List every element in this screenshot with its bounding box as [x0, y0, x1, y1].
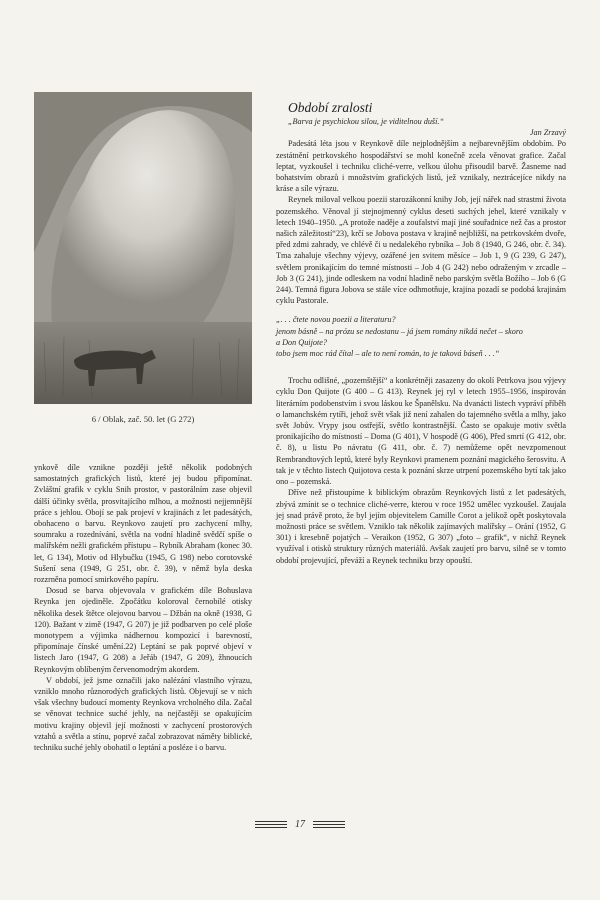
- left-text-column: [34, 462, 252, 753]
- motto-author: Jan Zrzavý: [529, 128, 566, 138]
- dialogue-line: jenom básně – na prózu se nedostanu – já jsem romány nikdá nečet – skoro: [276, 326, 523, 336]
- body-paragraph: Padesátá léta jsou v Reynkově díle nejplodnějším a nejbarevnějším obdobím. Po zestátnění petrkovského hospodářství se mohl konečně zcela věnovat grafice. Začal leptat, vyzkoušel i techniku cliché-verre, velkou úlohu přisoudil barvě. Žasneme nad bohatstvím obrazů i množstvím grafických listů, jež vznikaly, neztrácejíce nikdy na kráse a síle výrazu.: [276, 139, 566, 194]
- section-title: Období zralosti: [288, 100, 373, 115]
- figure-caption: 6 / Oblak, zač. 50. let (G 272): [91, 414, 195, 424]
- body-paragraph: Reynek miloval velkou poezii starozákonní knihy Job, její nářek nad strastmi života pozemského. Věnoval jí stejnojmenný cyklus deseti suchých jehel, které vznikaly v letech 1940–1950. „A protože naděje a zoufalství mají jiné souřadnice než čas a prostor našich záležitostí“23), krčí se Jobova postava v krajině nejbližší, na petrkovském dvoře, před zdmi zahrady, ve chlévě či u nedalekého rybníka – Job 8 (1940, G 246, obr. č. 34). Tma zahaluje všechny výjevy, ozářené jen svitem měsíce – Job 1, 9 (G 239, G 247), světlem pronikajícím do temné místnosti – Job 4 (G 242) nebo odraženým v zrcadle – Job 3 (G 241), jinde odleskem na vodní hladině nebo parským světla Božího – Job 6 (G 244). Temná figura Jobova se stále více odhmotňuje, krajina pozadí se podobá krajinám cyklu Pastorale.: [276, 195, 566, 306]
- etching-image: [34, 92, 252, 404]
- dialogue-line: tobo jsem moc rád čítal – ale to není román, to je taková báseň . . .“: [276, 349, 500, 359]
- body-paragraph: ynkově díle vznikne později ještě několik podobných samostatných grafických listů, které jej budou připomínat. Zvláštní grafik v cyklu Snih prostor, v pastorálním zase objevil dálší účinky světla, prosvitajícího mlhou, a možnosti nejjemnější práce s jehlou. Obojí se pak projeví v krajinách z let padesátých, obohaceno o barvu. Reynkovo zaujetí pro zachycení mlhy, soumraku a rozednívání, světla na vodní hladině svědčí spíše o malířském nežli grafickém přístupu – Rybník Abraham (konec 30. let, G 134), Motiv od Hlybučku (1945, G 198) nebo corotovské Sušení sena (1949, G 251, obr. č. 39), v němž byla deska rozzrněna pomocí smirkového papíru.: [34, 463, 252, 585]
- page-number: 17: [295, 818, 305, 830]
- footer-rule-left: [255, 821, 287, 828]
- body-paragraph: Dříve než přistoupíme k biblickým obrazům Reynkových listů z let padesátých, zbývá zmínit se o technice cliché-verre, kterou v roce 1952 umělec vyzkoušel. Zaujala jej snad právě proto, že byl jejím objevitelem Camille Corot a jelikož opět poskytovala možnosti práce se světlem. Vzniklo tak několik zajímavých malířsky – Orání (1952, G 301) i kresebně pojatých – Veraikon (1952, G 307) „foto – grafik“, v nichž Reynek využíval i otisků struktury různých materiálů. Avšak zaujetí pro barvu, silně se v tomto období projevující, převáží a Reynek techniku brzy opouští.: [276, 488, 566, 565]
- body-paragraph: Trochu odlišné, „pozemštější“ a konkrétněji zasazeny do okolí Petrkova jsou výjevy cyklu Don Quijote (G 400 – G 413). Reynek jej ryl v letech 1955–1956, inspirován literárním podobenstvím i svou láskou ke Španělsku. Na dvanácti listech vypráví příběh o lamanchském rytíři, jehož svět však již není zahalen do tajemného světla a mlhy, jako svět Jobův. Vrypy jsou ostřejší, světlo kontrastnější. Často se opakuje motiv světla pronikajícího do místností – Doma (G 401), V hospodě (G 406), Před smrtí (G 412, obr. č. 8), u listu Po návratu (G 411, obr. č. 7) nemůžeme opět nevzpomenout Rembrandtových leptů, které byly Reynkovi pramenem poznání magického šerosvitu. A tak je v těchto listech Quijotova cesta k poznání skrze utrpení pozemského bytí tak jako ono – pozemská.: [276, 376, 566, 487]
- right-text-column: [276, 100, 566, 566]
- body-paragraph: V období, jež jsme označili jako nalézání vlastního výrazu, vzniklo mnoho různorodých grafických listů. Objevují se v nich však všechny budoucí momenty Reynkova vrcholného díla. Začal se věnovat technice suché jehly, na nejčastěji se opakujícím motivu krajiny objevil její možnosti v zachycení prostorových vztahů a světla a stínu, poprvé začal zobrazovat náměty biblické, techniku suché jehly obohatil o leptání a posléze i o barvu.: [34, 675, 252, 753]
- dialogue-line: „. . . čtete novou poezii a literaturu?: [276, 315, 396, 325]
- artwork-figure: [34, 92, 252, 404]
- dialogue-line: a Don Quijote?: [276, 337, 327, 347]
- quoted-dialogue: [276, 314, 566, 359]
- body-paragraph: Dosud se barva objevovala v grafickém díle Bohuslava Reynka jen ojediněle. Zpočátku koloroval černobílé otisky několika desek štětce olejovou barvou – Džbán na okně (1938, G 120). Bažant v zimě (1947, G 207) je již podbarven po celé ploše monotypem a výjimka nádhernou kompozicí i barevností, připomínaje čínské umění.22) Leptání se pak poprvé objeví v listech Jaro (1947, G 208) a Jeřáb (1947, G 209), žhnoucích Reynkovým oblíbeným červenomodrým akordem.: [34, 586, 252, 674]
- footer-rule-right: [313, 821, 345, 828]
- motto-quote: „Barva je psychickou silou, je viditelnou duší.“: [288, 117, 444, 126]
- page-footer: [0, 814, 600, 834]
